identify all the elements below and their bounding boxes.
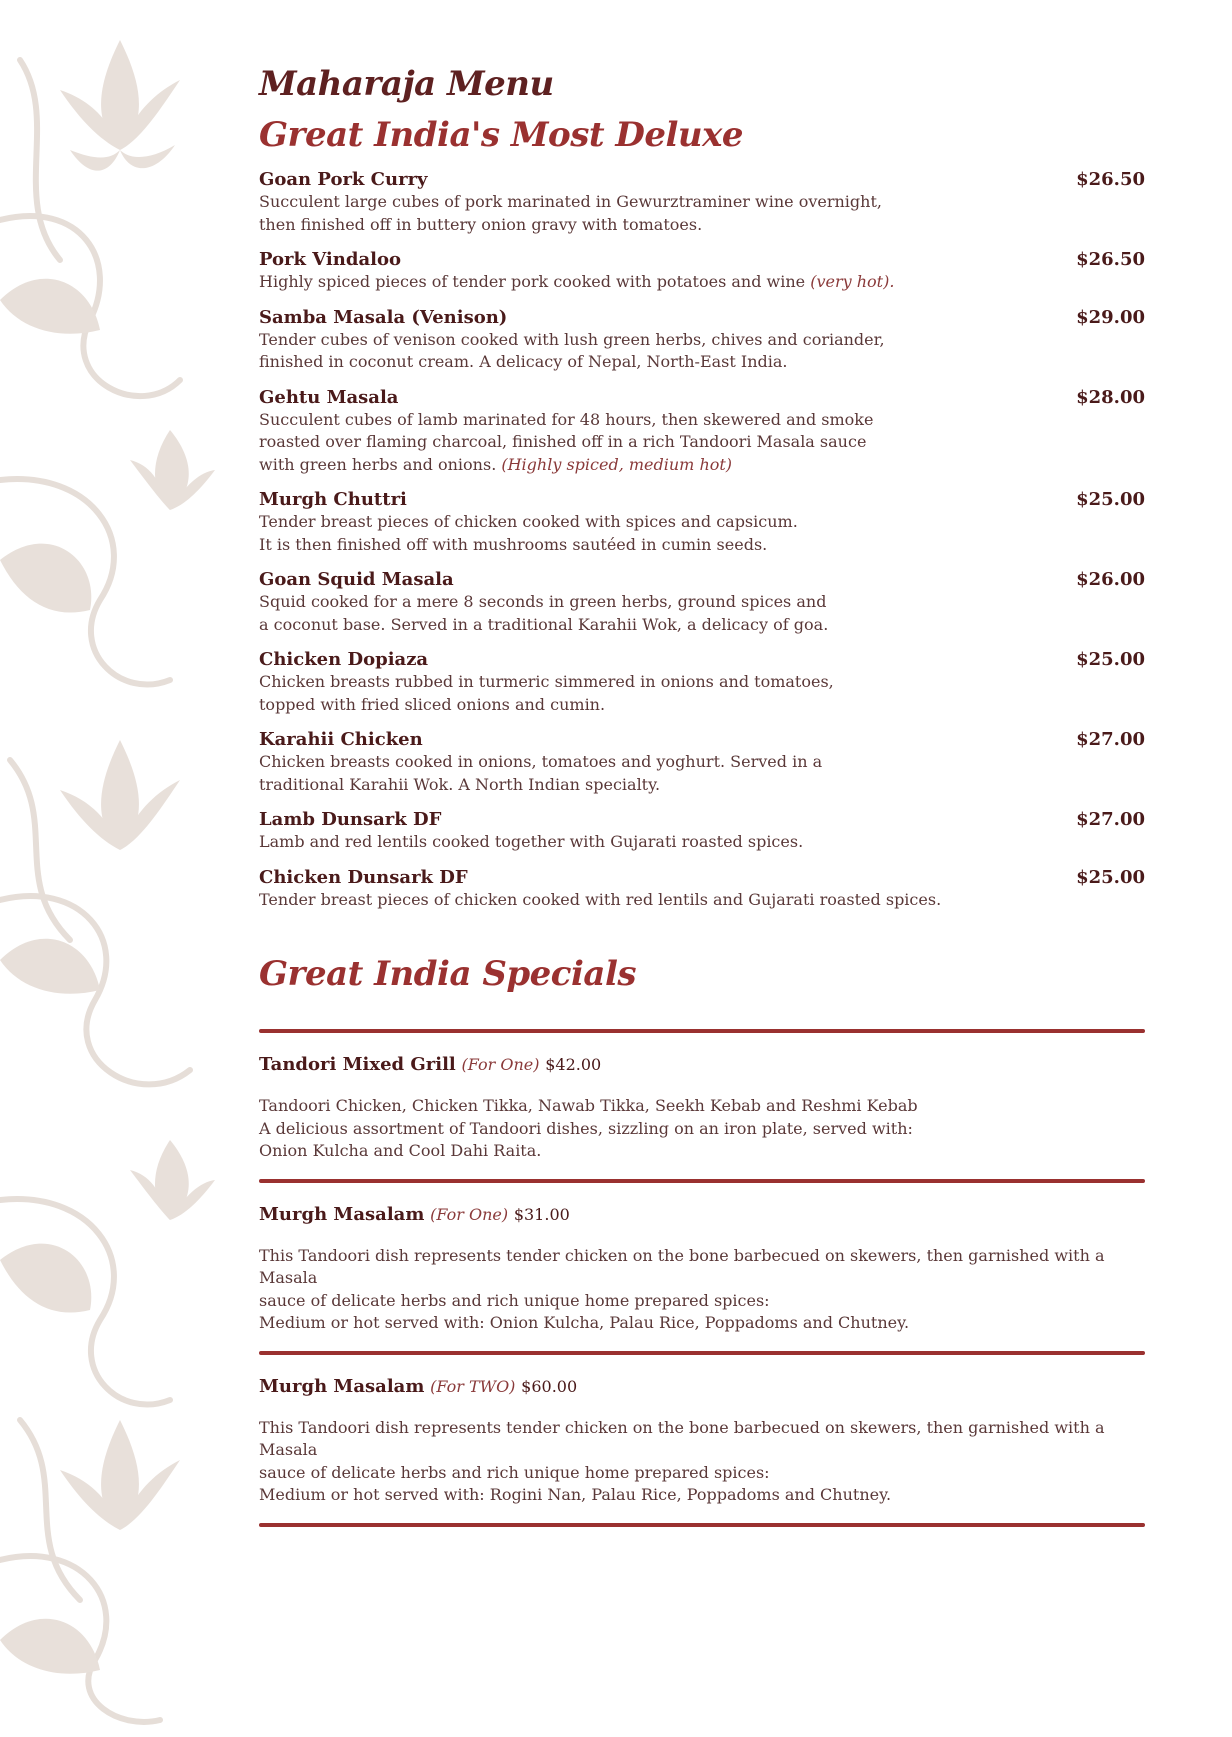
dish-description	[259, 831, 1145, 854]
dish-name: Lamb Dunsark DF	[259, 809, 442, 830]
dish-description-text: Lamb and red lentils cooked together with Gujarati roasted spices.	[259, 832, 804, 851]
dish-price: $26.50	[1076, 249, 1145, 270]
dish-item	[259, 648, 1145, 716]
dish-description-text: Succulent cubes of lamb marinated for 48 hours, then skewered and smoke roasted over flaming charcoal, finished off in a rich Tandoori Masala sauce with green herbs and onions.	[259, 409, 874, 474]
dish-description	[259, 329, 1145, 374]
dish-price: $26.00	[1076, 569, 1145, 590]
dish-description-text: Squid cooked for a mere 8 seconds in green herbs, ground spices and a coconut base. Served in a traditional Karahii Wok, a delicacy of goa.	[259, 592, 829, 634]
dish-description	[259, 191, 1145, 236]
dish-item	[259, 168, 1145, 236]
dish-description	[259, 409, 1145, 477]
menu-title: Maharaja Menu	[259, 64, 554, 104]
special-qualifier: (For TWO)	[430, 1376, 516, 1396]
special-price: $31.00	[513, 1204, 570, 1224]
dish-name: Chicken Dopiaza	[259, 649, 429, 670]
dish-description-text: Highly spiced pieces of tender pork cooked with potatoes and wine	[259, 272, 811, 291]
dish-description	[259, 271, 1145, 294]
special-description: This Tandoori dish represents tender chicken on the bone barbecued on skewers, then garnished with a Masala sauce of delicate herbs and rich unique home prepared spices: Medium or hot served with: Rogini Nan, Palau Rice, Poppadoms and Chutney.	[259, 1417, 1105, 1504]
deluxe-section-title: Great India's Most Deluxe	[259, 115, 744, 155]
special-price: $60.00	[521, 1376, 578, 1396]
special-qualifier: (For One)	[461, 1055, 540, 1074]
dish-price: $27.00	[1076, 809, 1145, 830]
special-name: Murgh Masalam	[259, 1375, 425, 1397]
dish-description-text: Tender breast pieces of chicken cooked with red lentils and Gujarati roasted spices.	[259, 889, 942, 909]
dish-description-text: Succulent large cubes of pork marinated in Gewurztraminer wine overnight, then finished off in buttery onion gravy with tomatoes.	[259, 192, 882, 234]
special-description: Tandoori Chicken, Chicken Tikka, Nawab Tikka, Seekh Kebab and Reshmi Kebab A delicious assortment of Tandoori dishes, sizzling on an iron plate, served with: Onion Kulcha and Cool Dahi Raita.	[259, 1096, 918, 1160]
special-heading	[259, 1203, 1145, 1227]
special-description: This Tandoori dish represents tender chicken on the bone barbecued on skewers, then garnished with a Masala sauce of delicate herbs and rich unique home prepared spices: Medium or hot served with: Onion Kulcha, Palau Rice, Poppadoms and Chutney.	[259, 1245, 1105, 1332]
dish-description	[259, 591, 1145, 636]
special-item	[259, 1033, 1145, 1179]
dish-name: Goan Squid Masala	[259, 569, 454, 590]
dish-note: (very hot).	[810, 272, 895, 291]
dish-item	[259, 568, 1145, 636]
dish-item	[259, 386, 1145, 477]
dish-name: Chicken Dunsark DF	[259, 866, 468, 888]
dish-name: Pork Vindaloo	[259, 249, 401, 270]
dish-item	[259, 866, 1145, 912]
special-heading	[259, 1053, 1145, 1077]
dish-name: Karahii Chicken	[259, 729, 423, 750]
dish-price: $29.00	[1076, 306, 1145, 328]
special-name: Tandori Mixed Grill	[259, 1054, 456, 1075]
dish-name: Samba Masala (Venison)	[259, 306, 508, 328]
dish-item	[259, 808, 1145, 854]
dish-item	[259, 306, 1145, 374]
deluxe-dish-list	[259, 168, 1145, 911]
dish-item	[259, 728, 1145, 796]
special-name: Murgh Masalam	[259, 1203, 425, 1225]
dish-item	[259, 248, 1145, 294]
dish-description	[259, 751, 1145, 796]
dish-price: $28.00	[1076, 386, 1145, 408]
dish-description	[259, 889, 1145, 912]
dish-note: (Highly spiced, medium hot)	[501, 454, 733, 474]
dish-description-text: Tender cubes of venison cooked with lush green herbs, chives and coriander, finished in coconut cream. A delicacy of Nepal, North-East India.	[259, 329, 885, 371]
dish-price: $25.00	[1076, 489, 1145, 510]
divider	[259, 1523, 1145, 1527]
dish-description-text: Chicken breasts rubbed in turmeric simmered in onions and tomatoes, topped with fried sliced onions and cumin.	[259, 672, 834, 714]
special-qualifier: (For One)	[430, 1204, 509, 1224]
specials-list	[259, 1033, 1145, 1527]
dish-price: $27.00	[1076, 729, 1145, 750]
dish-name: Murgh Chuttri	[259, 489, 407, 510]
floral-ornament	[0, 0, 240, 1737]
special-heading	[259, 1375, 1145, 1399]
dish-name: Gehtu Masala	[259, 386, 399, 408]
dish-price: $26.50	[1076, 169, 1145, 190]
dish-description	[259, 671, 1145, 716]
dish-price: $25.00	[1076, 866, 1145, 888]
specials-section-title: Great India Specials	[259, 954, 636, 994]
dish-description-text: Tender breast pieces of chicken cooked with spices and capsicum. It is then finished off with mushrooms sautéed in cumin seeds.	[259, 512, 798, 554]
dish-item	[259, 488, 1145, 556]
dish-name: Goan Pork Curry	[259, 169, 428, 190]
menu-content	[259, 60, 1145, 1527]
dish-description-text: Chicken breasts cooked in onions, tomatoes and yoghurt. Served in a traditional Karahii Wok. A North Indian specialty.	[259, 752, 823, 794]
special-item	[259, 1183, 1145, 1351]
special-item	[259, 1355, 1145, 1523]
dish-price: $25.00	[1076, 649, 1145, 670]
special-price: $42.00	[545, 1055, 602, 1074]
dish-description	[259, 511, 1145, 556]
